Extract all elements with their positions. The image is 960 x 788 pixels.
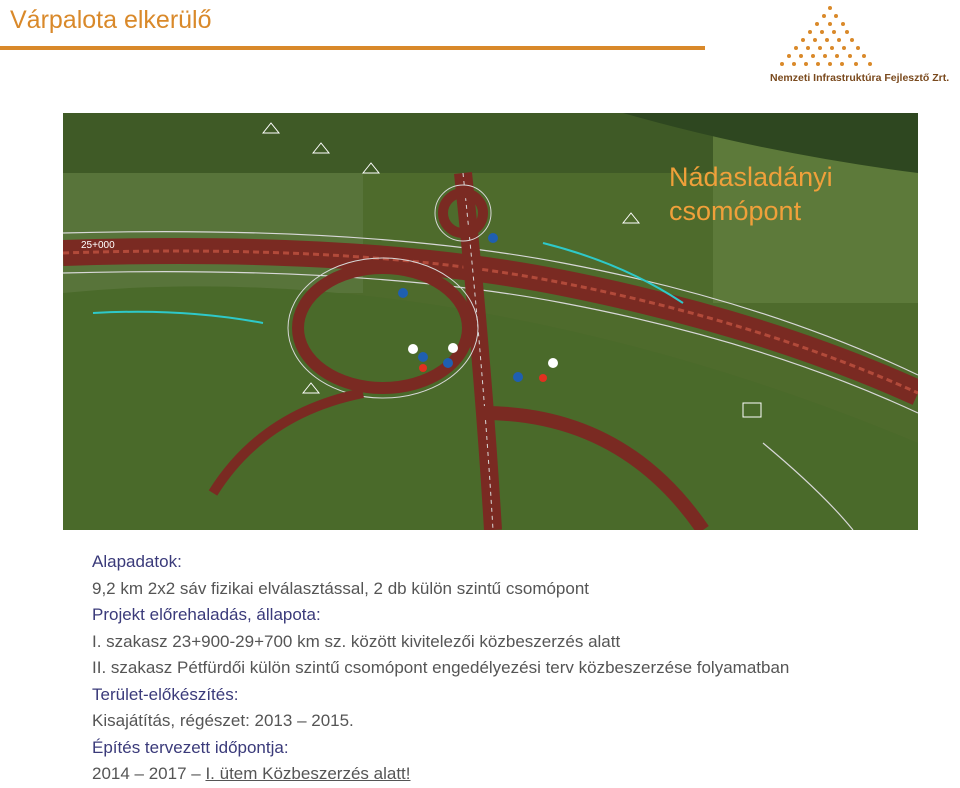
basic-data-text: 9,2 km 2x2 sáv fizikai elválasztással, 2 db külön szintű csomópont	[92, 578, 590, 598]
procurement-link[interactable]: I. ütem Közbeszerzés alatt!	[205, 764, 411, 783]
section-1-status: I. szakasz 23+900-29+700 km sz. között kivitelezői közbeszerzés alatt	[92, 631, 621, 651]
page-title: Várpalota elkerülő	[10, 6, 212, 34]
schedule-years: 2014 – 2017 –	[92, 764, 206, 783]
interchange-caption: Nádasladányi csomópont	[669, 162, 833, 226]
title-underline	[0, 46, 705, 50]
section-2-status: II. szakasz Pétfürdői külön szintű csomópont engedélyezési terv közbeszerzése folyamatban	[92, 658, 790, 677]
company-logo	[760, 2, 960, 97]
construction-schedule-text	[92, 761, 942, 788]
aerial-plan-image	[63, 113, 918, 530]
project-info	[92, 549, 942, 788]
progress-heading: Projekt előrehaladás, állapota:	[92, 605, 321, 624]
site-preparation-heading: Terület-előkészítés:	[92, 684, 239, 704]
construction-schedule-heading: Építés tervezett időpontja:	[92, 737, 289, 757]
basic-data-heading: Alapadatok:	[92, 552, 182, 571]
pyramid-logo-icon	[772, 2, 892, 72]
company-name: Nemzeti Infrastruktúra Fejlesztő Zrt.	[770, 72, 950, 84]
station-label: 25+000	[81, 240, 115, 251]
site-preparation-text: Kisajátítás, régészet: 2013 – 2015.	[92, 711, 354, 730]
